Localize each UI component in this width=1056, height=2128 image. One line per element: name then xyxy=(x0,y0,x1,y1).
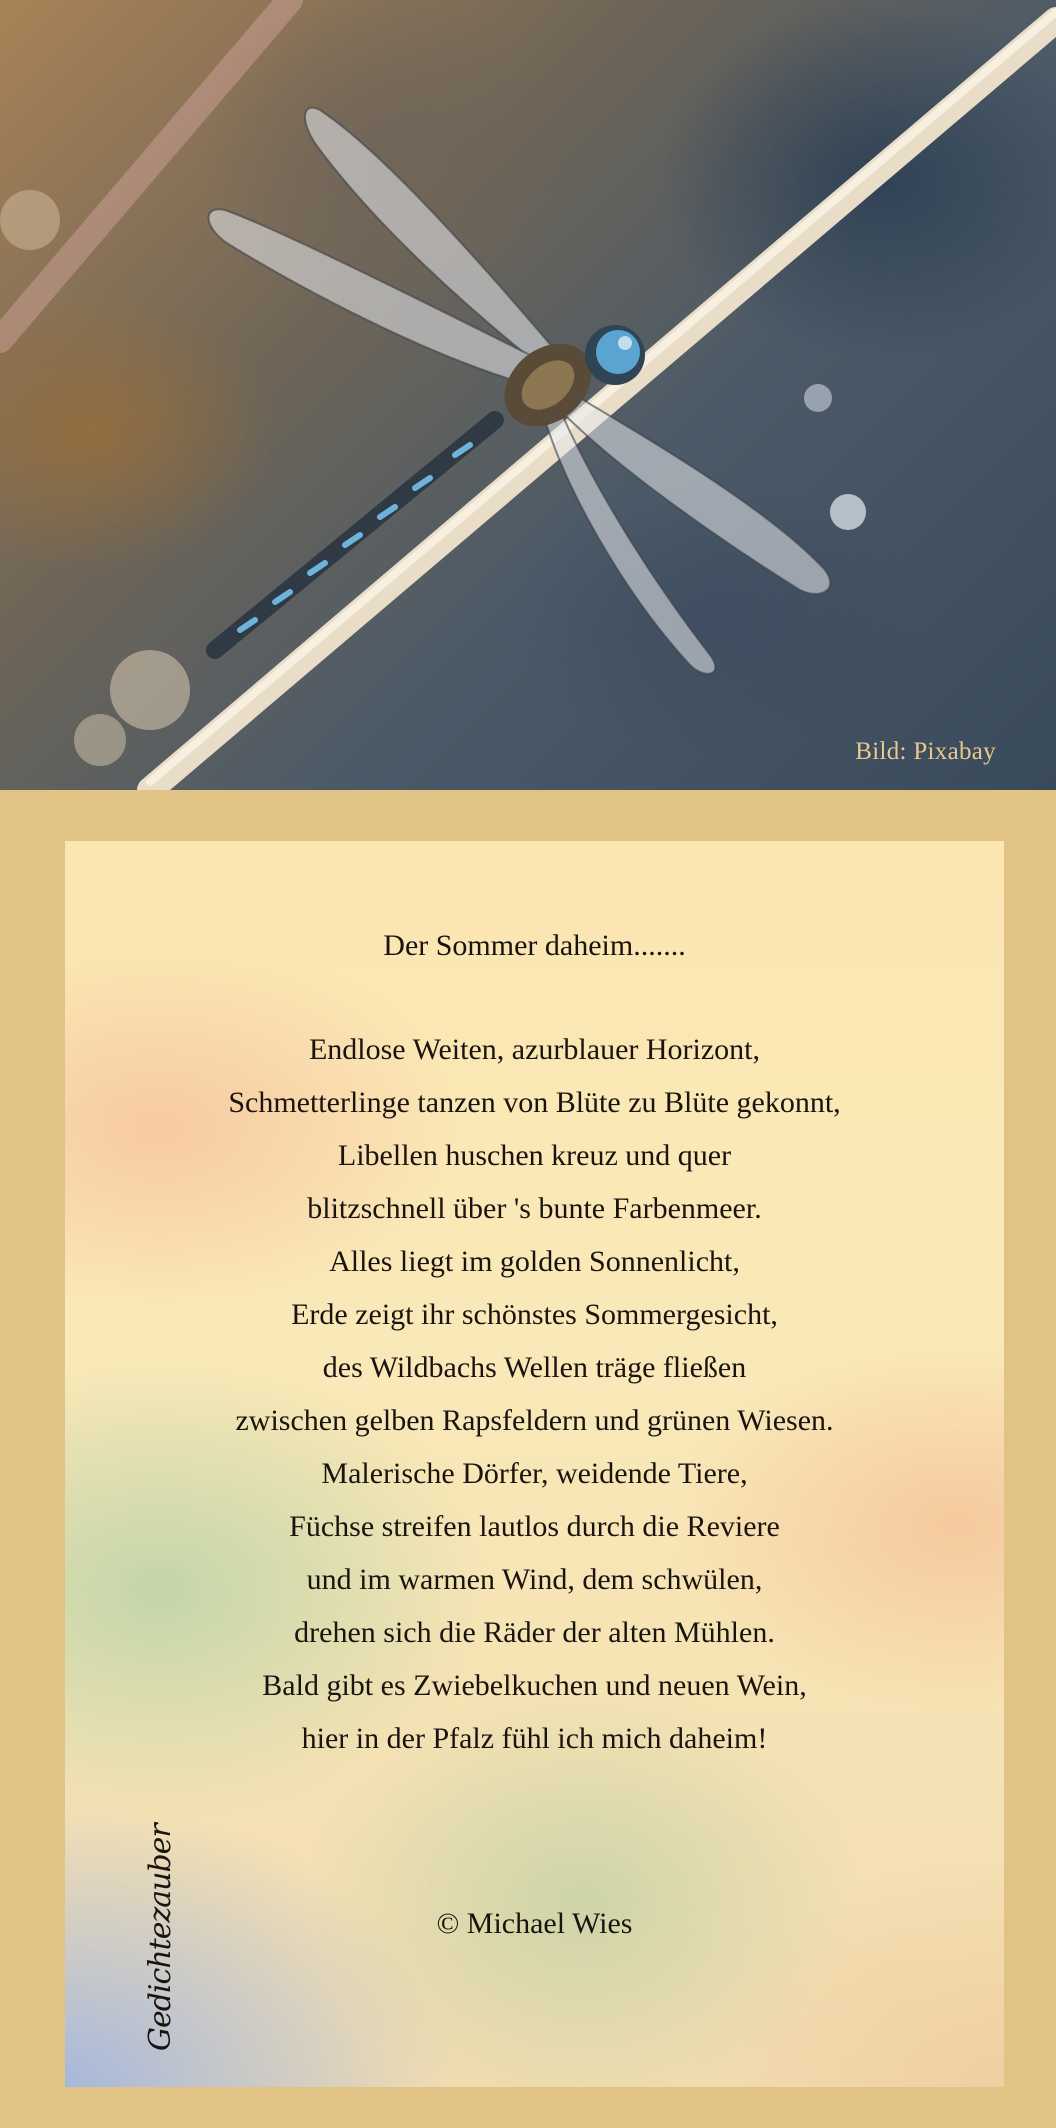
poem-line: des Wildbachs Wellen träge fließen xyxy=(322,1351,747,1384)
dragonfly-photo-icon xyxy=(0,0,1056,790)
poem-card xyxy=(65,841,1004,2087)
poem-line: und im warmen Wind, dem schwülen, xyxy=(306,1563,763,1596)
poem-line: Libellen huschen kreuz und quer xyxy=(337,1139,732,1172)
poem-line: Erde zeigt ihr schönstes Sommergesicht, xyxy=(291,1298,778,1331)
poem-title: Der Sommer daheim....... xyxy=(383,929,686,962)
poem-line: blitzschnell über 's bunte Farbenmeer. xyxy=(307,1192,762,1225)
poem-line: hier in der Pfalz fühl ich mich daheim! xyxy=(301,1722,768,1755)
poem-line: Malerische Dörfer, weidende Tiere, xyxy=(321,1457,748,1490)
poem-line: Schmetterlinge tanzen von Blüte zu Blüte gekonnt, xyxy=(228,1086,841,1119)
header-photo xyxy=(0,0,1056,790)
poem-line: drehen sich die Räder der alten Mühlen. xyxy=(294,1616,775,1649)
poem-line: Endlose Weiten, azurblauer Horizont, xyxy=(308,1033,761,1066)
signature-text: Gedichtezauber xyxy=(143,1824,178,2051)
poem-line: Alles liegt im golden Sonnenlicht, xyxy=(329,1245,740,1278)
poem-line: zwischen gelben Rapsfeldern und grünen Wiesen. xyxy=(235,1404,834,1437)
photo-credit: Bild: Pixabay xyxy=(855,738,996,765)
poem-author: © Michael Wies xyxy=(436,1907,633,1940)
poem-line: Füchse streifen lautlos durch die Reviere xyxy=(289,1510,780,1543)
poem-line: Bald gibt es Zwiebelkuchen und neuen Wein, xyxy=(262,1669,807,1702)
poem-lines xyxy=(205,1029,864,1771)
signature-logo xyxy=(103,1801,223,2061)
